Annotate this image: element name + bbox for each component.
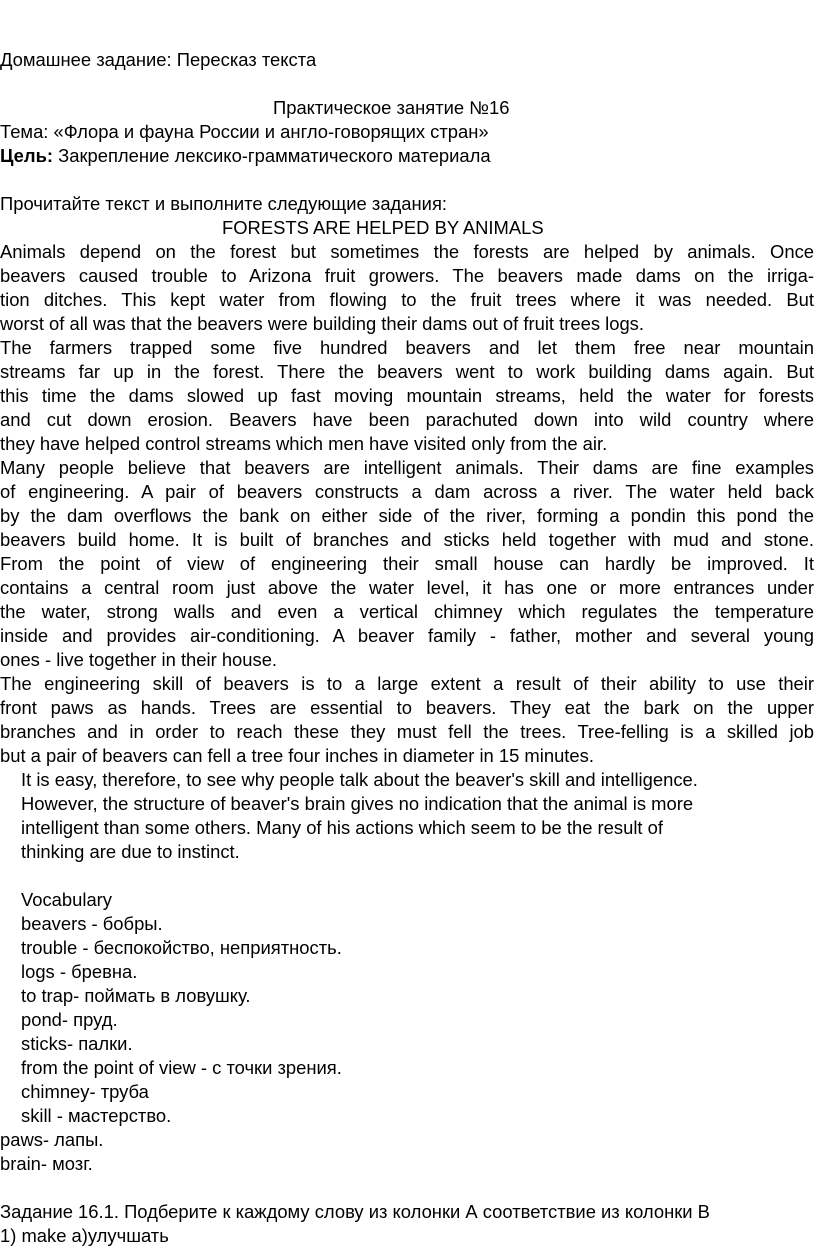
vocabulary-item: chimney- труба bbox=[21, 1081, 149, 1102]
vocabulary-item: beavers - бобры. bbox=[21, 913, 163, 934]
vocabulary-item: trouble - беспокойство, неприятность. bbox=[21, 937, 342, 958]
body-line: The engineering skill of beavers is to a large extent a result of their ability to use their bbox=[0, 673, 814, 694]
body-line: inside and provides air-conditioning. A beaver family - father, mother and several young bbox=[0, 625, 814, 646]
indented-line: It is easy, therefore, to see why people talk about the beaver's skill and intelligence. bbox=[21, 769, 698, 790]
task-item: 1) make а)улучшать bbox=[0, 1225, 169, 1246]
vocabulary-item: brain- мозг. bbox=[0, 1153, 93, 1174]
body-line: and cut down erosion. Beavers have been parachuted down into wild country where bbox=[0, 409, 814, 430]
vocabulary-item: pond- пруд. bbox=[21, 1009, 118, 1030]
body-line: front paws as hands. Trees are essential to beavers. They eat the bark on the upper bbox=[0, 697, 814, 718]
body-line: the water, strong walls and even a vertical chimney which regulates the temperature bbox=[0, 601, 814, 622]
body-line: they have helped control streams which men have visited only from the air. bbox=[0, 433, 608, 454]
body-line: beavers caused trouble to Arizona fruit growers. The beavers made dams on the irriga- bbox=[0, 265, 814, 286]
indented-line: intelligent than some others. Many of his actions which seem to be the result of bbox=[21, 817, 663, 838]
vocabulary-title: Vocabulary bbox=[21, 889, 112, 910]
body-line: of engineering. A pair of beavers constructs a dam across a river. The water held back bbox=[0, 481, 814, 502]
indented-line: thinking are due to instinct. bbox=[21, 841, 240, 862]
body-line: but a pair of beavers can fell a tree four inches in diameter in 15 minutes. bbox=[0, 745, 594, 766]
task-heading: Задание 16.1. Подберите к каждому слову из колонки А соответствие из колонки В bbox=[0, 1201, 710, 1222]
text-title: FORESTS ARE HELPED BY ANIMALS bbox=[222, 217, 544, 238]
body-line: streams far up in the forest. There the beavers went to work building dams again. But bbox=[0, 361, 814, 382]
homework-line: Домашнее задание: Пересказ текста bbox=[0, 49, 317, 70]
vocabulary-item: sticks- палки. bbox=[21, 1033, 133, 1054]
vocabulary-item: to trap- поймать в ловушку. bbox=[21, 985, 251, 1006]
body-line: Animals depend on the forest but sometimes the forests are helped by animals. Once bbox=[0, 241, 814, 262]
goal-label: Цель: bbox=[0, 145, 53, 166]
body-line: worst of all was that the beavers were building their dams out of fruit trees logs. bbox=[0, 313, 644, 334]
vocabulary-item: logs - бревна. bbox=[21, 961, 138, 982]
indented-line: However, the structure of beaver's brain gives no indication that the animal is more bbox=[21, 793, 694, 814]
body-line: contains a central room just above the water level, it has one or more entrances under bbox=[0, 577, 814, 598]
topic-line: Тема: «Флора и фауна России и англо-говорящих стран» bbox=[0, 121, 489, 142]
vocabulary-item: from the point of view - с точки зрения. bbox=[21, 1057, 342, 1078]
goal-line bbox=[0, 144, 491, 168]
body-line: beavers build home. It is built of branches and sticks held together with mud and stone. bbox=[0, 529, 814, 550]
vocabulary-item: skill - мастерство. bbox=[21, 1105, 172, 1126]
body-line: The farmers trapped some five hundred beavers and let them free near mountain bbox=[0, 337, 814, 358]
goal-text: Закрепление лексико-грамматического материала bbox=[53, 145, 491, 166]
body-line: From the point of view of engineering their small house can hardly be improved. It bbox=[0, 553, 814, 574]
body-line: this time the dams slowed up fast moving mountain streams, held the water for forests bbox=[0, 385, 814, 406]
vocabulary-item: paws- лапы. bbox=[0, 1129, 104, 1150]
body-line: ones - live together in their house. bbox=[0, 649, 278, 670]
body-line: by the dam overflows the bank on either side of the river, forming a pondin this pond the bbox=[0, 505, 814, 526]
body-line: branches and in order to reach these they must fell the trees. Tree-felling is a skilled job bbox=[0, 721, 814, 742]
instruction-line: Прочитайте текст и выполните следующие задания: bbox=[0, 193, 448, 214]
body-line: tion ditches. This kept water from flowing to the fruit trees where it was needed. But bbox=[0, 289, 814, 310]
body-line: Many people believe that beavers are intelligent animals. Their dams are fine examples bbox=[0, 457, 814, 478]
lesson-title: Практическое занятие №16 bbox=[273, 97, 510, 118]
